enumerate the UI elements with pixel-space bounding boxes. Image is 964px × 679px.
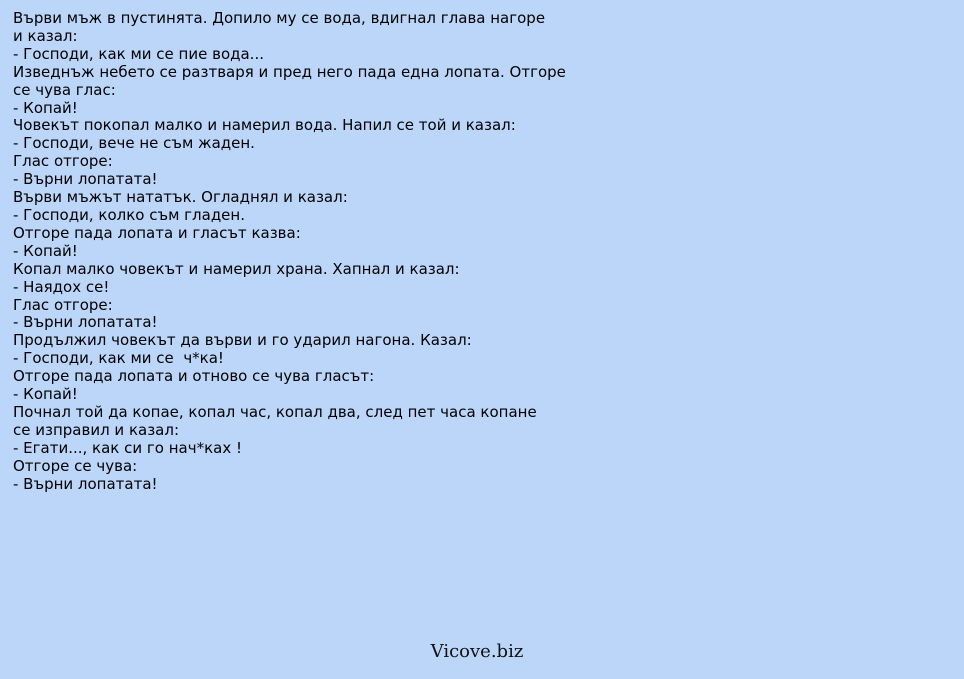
joke-line: Глас отгоре: bbox=[13, 152, 113, 171]
joke-text bbox=[13, 10, 593, 493]
joke-line: - Господи, как ми се пие вода... bbox=[13, 44, 264, 63]
joke-line: - Господи, колко съм гладен. bbox=[13, 205, 245, 224]
joke-line: - Господи, вече не съм жаден. bbox=[13, 134, 255, 153]
joke-line: Отгоре се чува: bbox=[13, 456, 138, 475]
joke-line: Върви мъж в пустинята. Допило му се вода, вдигнал глава нагоре bbox=[13, 9, 546, 27]
joke-line: - Егати..., как си го нач*ках ! bbox=[13, 438, 242, 457]
joke-line: Отгоре пада лопата и гласът казва: bbox=[13, 223, 301, 242]
joke-line: - Копай! bbox=[13, 241, 78, 260]
joke-line: Глас отгоре: bbox=[13, 295, 113, 314]
joke-line: - Наядох се! bbox=[13, 277, 110, 296]
site-watermark: Vicove.biz bbox=[430, 641, 524, 662]
joke-line: и казал: bbox=[13, 26, 78, 45]
joke-line: - Върни лопатата! bbox=[13, 170, 158, 189]
joke-line: Върви мъжът нататък. Огладнял и казал: bbox=[13, 188, 348, 207]
joke-line: - Върни лопатата! bbox=[13, 313, 158, 332]
joke-line: Човекът покопал малко и намерил вода. Напил се той и казал: bbox=[13, 116, 516, 135]
joke-line: - Върни лопатата! bbox=[13, 474, 158, 493]
joke-line: - Копай! bbox=[13, 98, 78, 117]
joke-line: - Господи, как ми се ч*ка! bbox=[13, 349, 224, 368]
joke-line: се изправил и казал: bbox=[13, 420, 180, 439]
joke-line: Отгоре пада лопата и отново се чува гласът: bbox=[13, 367, 375, 386]
joke-line: се чува глас: bbox=[13, 80, 116, 99]
joke-line: Изведнъж небето се разтваря и пред него пада една лопата. Отгоре bbox=[13, 62, 566, 81]
joke-line: Копал малко човекът и намерил храна. Хапнал и казал: bbox=[13, 259, 460, 278]
joke-line: - Копай! bbox=[13, 385, 78, 404]
joke-line: Продължил човекът да върви и го ударил нагона. Казал: bbox=[13, 331, 472, 350]
joke-line: Почнал той да копае, копал час, копал два, след пет часа копане bbox=[13, 402, 537, 421]
